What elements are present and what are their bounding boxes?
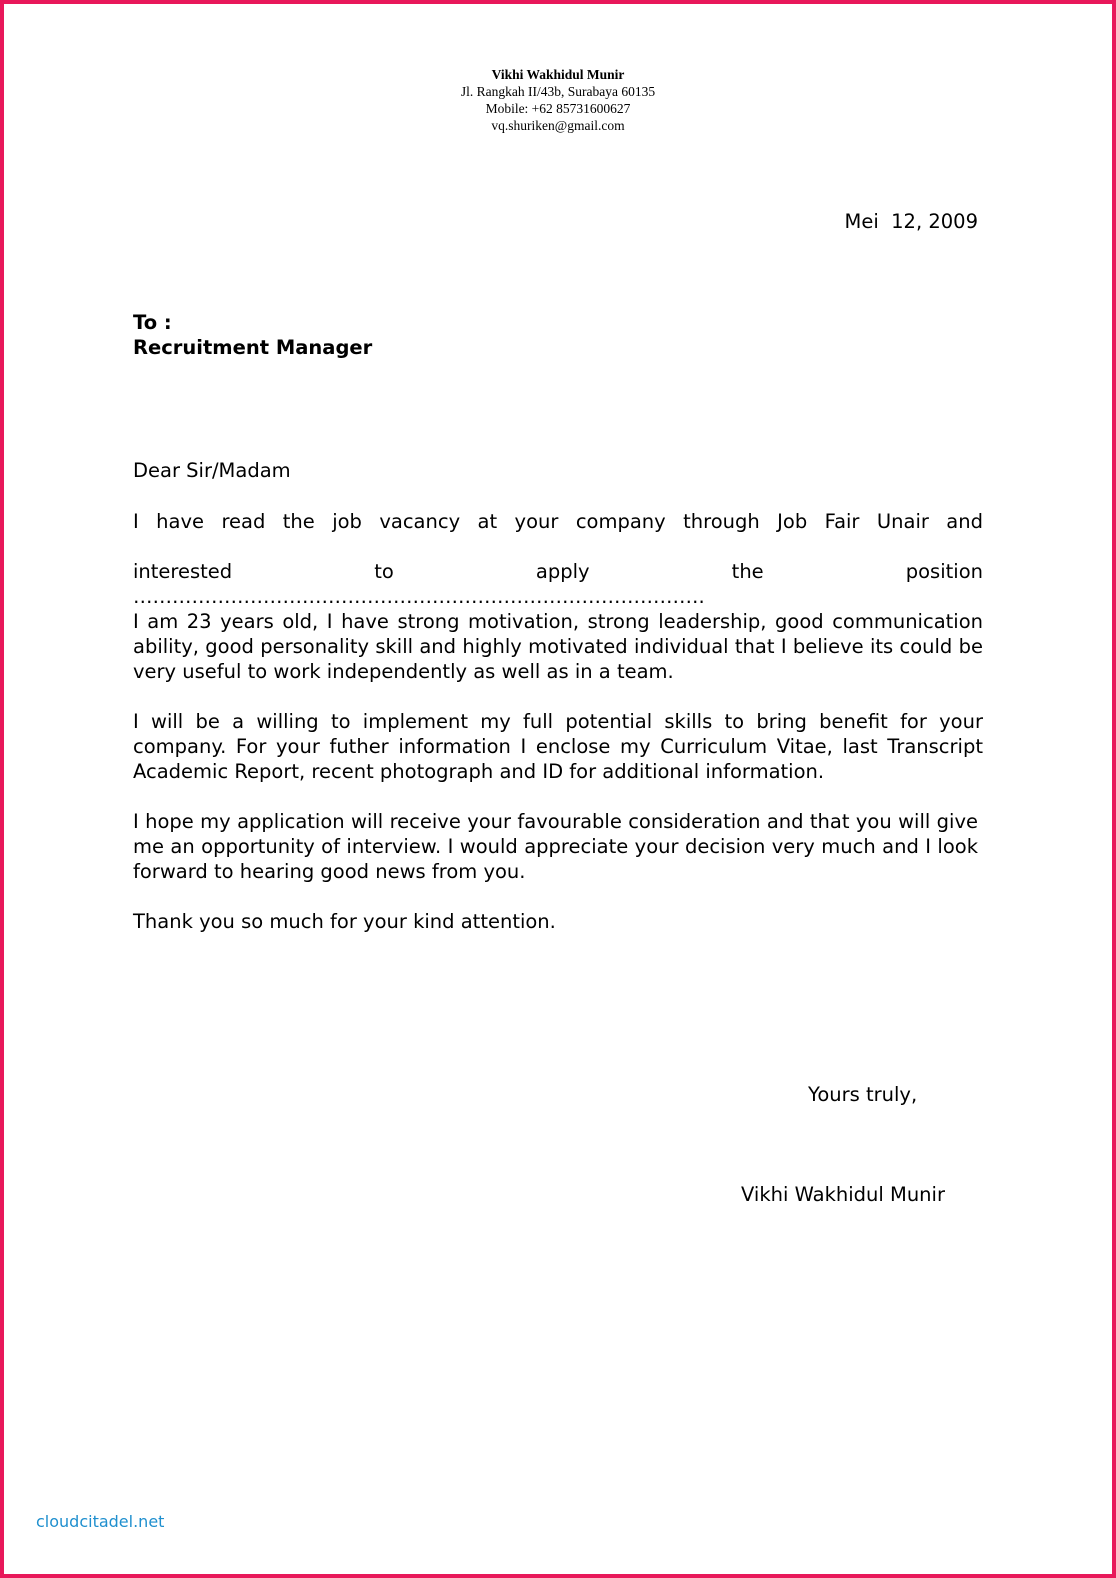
body-paragraph-4: I hope my application will receive your favourable consideration and that you will give me an opportunity of interview. I would appreciate your decision very much and I look forward to hearing good news from you. xyxy=(133,810,978,883)
signature-name: Vikhi Wakhidul Munir xyxy=(741,1183,945,1206)
recipient-block xyxy=(133,310,372,360)
body-line-2: interested to apply the position ……………………………………………………………………………. xyxy=(133,560,983,608)
sender-email: vq.shuriken@gmail.com xyxy=(491,118,625,133)
to-label: To : xyxy=(133,311,172,334)
body-line-1: I have read the job vacancy at your company through Job Fair Unair and xyxy=(133,510,983,533)
closing: Yours truly, xyxy=(808,1083,918,1106)
sender-mobile: Mobile: +62 85731600627 xyxy=(485,101,631,116)
letter-date: Mei 12, 2009 xyxy=(844,210,978,233)
recipient-title: Recruitment Manager xyxy=(133,336,373,359)
watermark: cloudcitadel.net xyxy=(36,1512,165,1531)
sender-address: Jl. Rangkah II/43b, Surabaya 60135 xyxy=(460,84,656,99)
body-paragraph-3: I will be a willing to implement my full potential skills to bring benefit for your company. For your futher information I enclose my Curriculum Vitae, last Transcript Academic Report, recent photograph and ID for additional information. xyxy=(133,710,983,783)
body-paragraph-2: I am 23 years old, I have strong motivation, strong leadership, good communication ability, good personality skill and highly motivated individual that I believe its could be very useful to work independently as well as in a team. xyxy=(133,610,983,683)
sender-name: Vikhi Wakhidul Munir xyxy=(491,67,625,82)
body-paragraph-5: Thank you so much for your kind attention. xyxy=(133,910,556,933)
salutation: Dear Sir/Madam xyxy=(133,459,291,482)
letterhead xyxy=(0,66,1116,134)
